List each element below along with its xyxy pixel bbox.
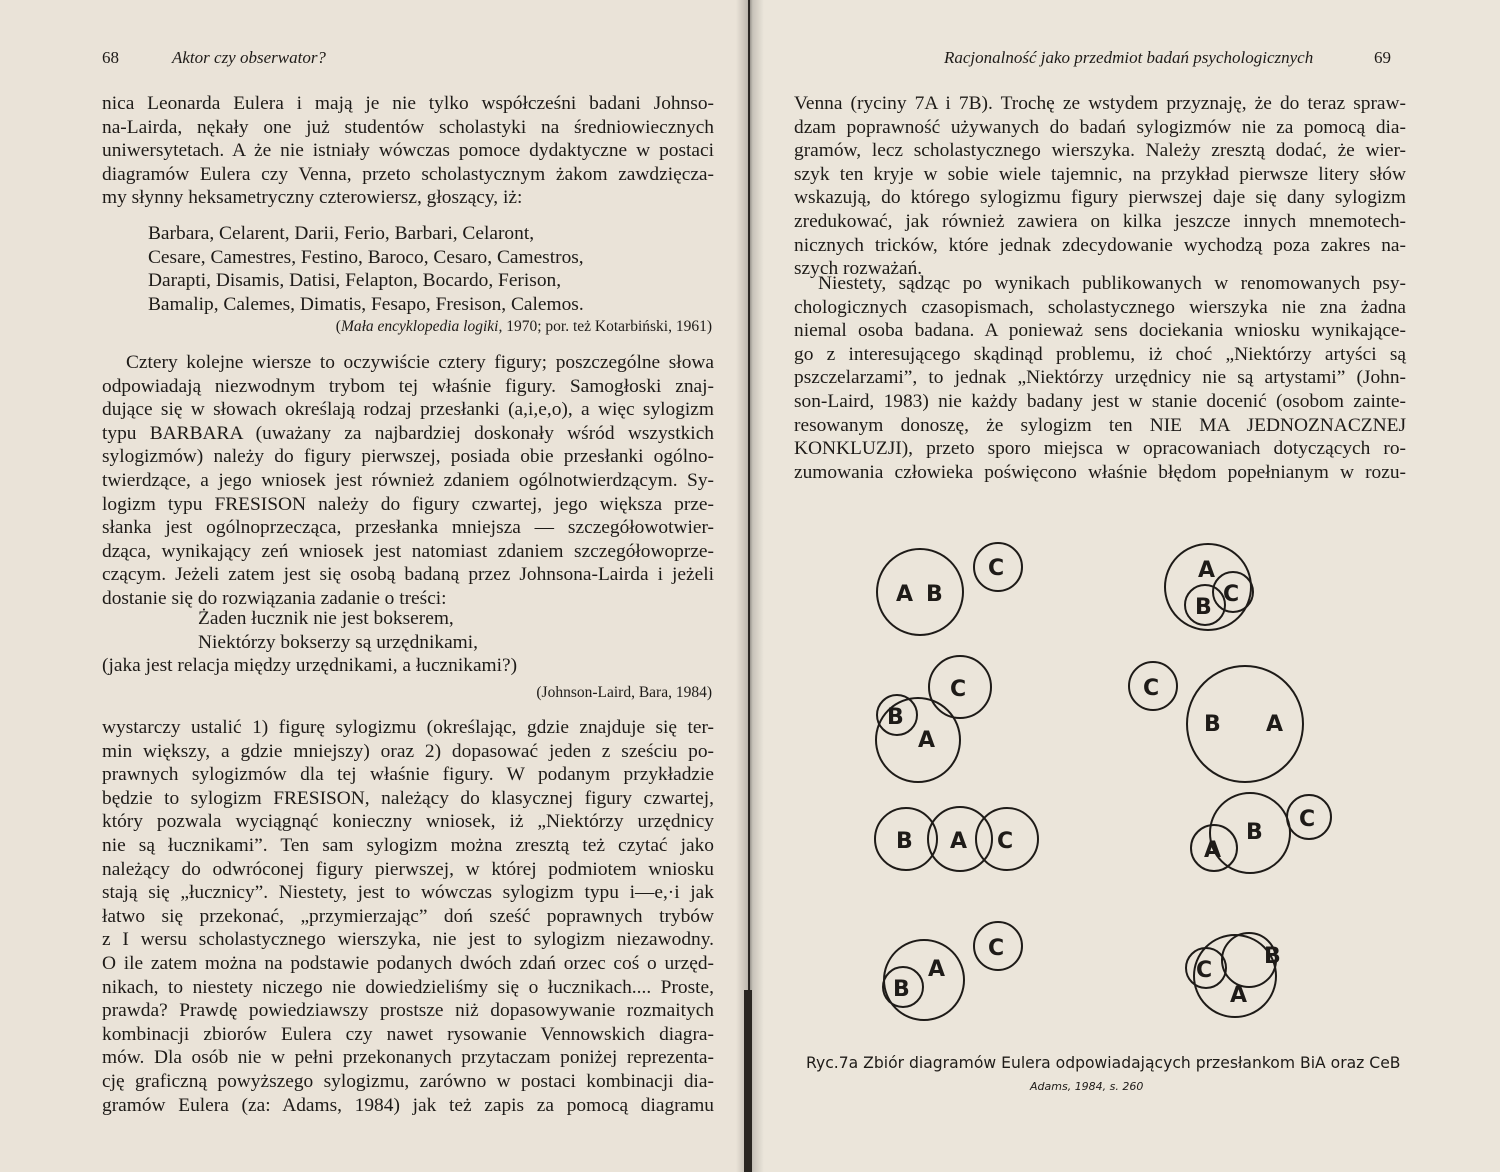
- text-line: nie są łucznikami”. Ten sam sylogizm można zresztą też czytać jako: [102, 834, 714, 856]
- text-line: dząca, wynikający zeń wniosek jest natomiast zdaniem szczegółowoprze-: [102, 540, 714, 562]
- text-line: gramów, lecz scholastycznego wierszyka. Należy zresztą dodać, że wier-: [794, 140, 1406, 162]
- text-line: go z interesującego skądinąd problemu, iż choć „Niektórzy artyści są: [794, 343, 1406, 365]
- text-line: czącym. Jeżeli zatem jest się osobą badaną przez Johnsona-Lairda i jeżeli: [102, 564, 714, 586]
- text-line: prawnych sylogizmów dla tej właśnie figury. W podanym przykładzie: [102, 764, 714, 786]
- right-paragraph-2: [794, 272, 1406, 484]
- text-line: gramów Eulera (za: Adams, 1984) jak też zapis za pomocą diagramu: [102, 1094, 714, 1116]
- text-line: zredukować, jak również zawiera on kilka jeszcze innych mnemotech-: [794, 210, 1406, 232]
- scholastic-verse: [148, 222, 584, 316]
- text-line: stają się „łucznicy”. Niestety, jest to wówczas sylogizm typu i—e,·i jak: [102, 882, 714, 904]
- euler-diagram-figure: [800, 535, 1440, 1025]
- text-line: wystarczy ustalić 1) figurę sylogizmu (określając, gdzie znajduje się ter-: [102, 717, 714, 738]
- diagram-label-b: B: [1195, 595, 1212, 620]
- left-paragraph-3: [102, 716, 714, 1117]
- text-line: Cztery kolejne wiersze to oczywiście cztery figury; poszczególne słowa: [126, 352, 714, 373]
- verse-line: Barbara, Celarent, Darii, Ferio, Barbari, Celaront,: [148, 223, 535, 244]
- diagram-label-a: A: [1230, 983, 1248, 1008]
- premise-line: Żaden łucznik nie jest bokserem,: [198, 608, 454, 629]
- text-line: zumowania człowieka poświęcono właśnie błędom popełnianym w rozu-: [794, 461, 1406, 483]
- verse-line: Cesare, Camestres, Festino, Baroco, Cesaro, Camestros,: [148, 246, 584, 268]
- left-running-head: Aktor czy obserwator?: [172, 48, 326, 67]
- text-line: należący do odwróconej figury pierwszej, w której podmiotem wniosku: [102, 858, 714, 880]
- left-page: [0, 0, 748, 1172]
- question-line: (jaka jest relacja między urzędnikami, a łucznikami?): [102, 655, 518, 677]
- book-spine-edge: [744, 990, 752, 1172]
- text-line: kombinacji zbiorów Eulera czy nawet rysowanie Vennowskich diagra-: [102, 1023, 714, 1045]
- text-line: diagramów Eulera czy Venna, przeto scholastycznym żakom zawdzięcza-: [102, 163, 714, 185]
- text-line: uniwersytetach. A że nie istniały wówczas pomoce dydaktyczne w postaci: [102, 140, 714, 162]
- text-line: pszczelarzami”, to jednak „Niektórzy urzędnicy nie są artystami” (John-: [794, 367, 1406, 389]
- text-line: dujące się w słowach określają rodzaj przesłanki (a,i,e,o), a więc sylogizm: [102, 399, 714, 421]
- premise-line: Niektórzy bokserzy są urzędnikami,: [198, 631, 478, 653]
- text-line: łatwo się przekonać, „przymierzając” doń sześć poprawnych trybów: [102, 905, 714, 927]
- text-line: chologicznych czasopismach, scholastycznego wierszyka nie zna żadna: [794, 296, 1406, 318]
- citation-encyclopedia: (Mała encyklopedia logiki, 1970; por. też Kotarbiński, 1961): [335, 318, 712, 335]
- diagram-label-b: B: [1264, 944, 1281, 969]
- text-line: mów. Dla osób nie w pełni przekonanych przytaczam poniżej reprezenta-: [102, 1047, 714, 1069]
- diagram-label-a: A: [928, 957, 946, 982]
- euler-diagram-svg: [800, 535, 1440, 1025]
- left-paragraph-1: [102, 92, 714, 210]
- text-line: O ile zatem można na podstawie podanych dwóch zdań orzec coś o urzęd-: [102, 952, 714, 974]
- text-line: dostanie się do rozwiązania zadanie o treści:: [102, 587, 447, 609]
- diagram-label-a: A: [1198, 558, 1216, 583]
- text-line: nica Leonarda Eulera i mają je nie tylko współcześni badani Johnso-: [102, 93, 714, 114]
- text-line: z I wersu scholastycznego wierszyka, nie jest to sylogizm niezawodny.: [102, 929, 714, 951]
- diagram-label-c: C: [1143, 676, 1160, 701]
- left-paragraph-2: [102, 351, 714, 611]
- diagram-label-b: B: [1204, 712, 1221, 737]
- diagram-label-c: C: [950, 677, 967, 702]
- diagram-label-b: B: [887, 705, 904, 730]
- text-line: nikach, to niestety niczego nie dowiedzieliśmy się o łucznikach.... Proste,: [102, 976, 714, 998]
- citation-johnson-laird: (Johnson-Laird, Bara, 1984): [536, 684, 712, 701]
- diagram-label-a: A: [1204, 838, 1222, 863]
- verse-line: Darapti, Disamis, Datisi, Felapton, Bocardo, Ferison,: [148, 270, 562, 292]
- diagram-label-c: C: [988, 936, 1005, 961]
- text-line: KONKLUZJI), przeto sporo miejsca w opracowaniach dotyczących ro-: [794, 438, 1406, 460]
- diagram-label-c: C: [1196, 958, 1213, 983]
- text-line: son-Laird, 1983) nie każdy badany jest w stanie docenić (osobom zainte-: [794, 390, 1406, 412]
- text-line: szyk ten kryje w sobie wiele tajemnic, na przykład pierwsze litery słów: [794, 163, 1406, 185]
- text-line: twierdzące, a jego wniosek jest również zdaniem ogólnotwierdzącym. Sy-: [102, 469, 714, 491]
- diagram-label-b: B: [926, 582, 943, 607]
- right-page-number: 69: [1374, 48, 1391, 67]
- diagram-label-a: A: [918, 728, 936, 753]
- verse-line: Bamalip, Calemes, Dimatis, Fesapo, Fresison, Calemos.: [148, 293, 584, 315]
- diagram-label-c: C: [988, 556, 1005, 581]
- text-line: resowanym donoszę, że sylogizm ten NIE MA JEDNOZNACZNEJ: [794, 414, 1406, 436]
- diagram-label-a: A: [1266, 712, 1284, 737]
- diagram-label-c: C: [1299, 807, 1316, 832]
- text-line: szych rozważań.: [794, 258, 923, 280]
- text-line: prawda? Prawdę powiedziawszy prostsze niż dopasowywanie rozmaitych: [102, 1000, 714, 1022]
- diagram-label-b: B: [896, 829, 913, 854]
- text-line: typu BARBARA (uważany za najbardziej doskonały wśród wszystkich: [102, 422, 714, 444]
- text-line: min większy, a gdzie mniejszy) oraz 2) dopasować jeden z sześciu po-: [102, 740, 714, 762]
- text-line: na-Lairda, nękały one już studentów scholastyki na średniowiecznych: [102, 116, 714, 138]
- diagram-label-b: B: [1246, 820, 1263, 845]
- diagram-label-c: C: [1223, 582, 1240, 607]
- diagram-label-a: A: [896, 582, 914, 607]
- syllogism-problem: [102, 607, 714, 678]
- text-line: sylogizmów) należy do figury pierwszej, posiada obie przesłanki ogólno-: [102, 446, 714, 468]
- figure-caption-source: Adams, 1984, s. 260: [1030, 1080, 1144, 1093]
- text-line: słanka jest ogólnoprzecząca, przesłanka mniejsza — szczegółowotwier-: [102, 517, 714, 539]
- figure-caption: Ryc.7a Zbiór diagramów Eulera odpowiadających przesłankom BiA oraz CeB: [806, 1054, 1401, 1072]
- right-paragraph-1: [794, 92, 1406, 281]
- text-line: Niestety, sądząc po wynikach publikowanych w renomowanych psy-: [818, 273, 1406, 294]
- text-line: który pozwala wyciągnąć konieczny wniosek, iż „Niektórzy urzędnicy: [102, 811, 714, 833]
- text-line: Venna (ryciny 7A i 7B). Trochę ze wstydem przyznaję, że do teraz spraw-: [794, 93, 1406, 114]
- text-line: będzie to sylogizm FRESISON, należący do klasycznej figury czwartej,: [102, 787, 714, 809]
- text-line: cję graficzną powyższego sylogizmu, zarówno w postaci kombinacji dia-: [102, 1070, 714, 1092]
- left-page-number: 68: [102, 48, 119, 67]
- diagram-label-a: A: [950, 829, 968, 854]
- text-line: my słynny heksametryczny czterowiersz, głoszący, iż:: [102, 187, 523, 209]
- text-line: niemal osoba badana. A ponieważ sens dociekania wniosku wynikające-: [794, 320, 1406, 342]
- diagram-label-b: B: [893, 977, 910, 1002]
- text-line: odpowiadają niezwodnym trybom tej właśnie figury. Samogłoski znaj-: [102, 375, 714, 397]
- text-line: logizm typu FRESISON należy do figury czwartej, jego większa prze-: [102, 493, 714, 515]
- text-line: nicznych tricków, które jednak zdecydowanie wychodzą poza zakres na-: [794, 234, 1406, 256]
- text-line: dzam poprawność używanych do badań sylogizmów nie za pomocą dia-: [794, 116, 1406, 138]
- right-running-head: Racjonalność jako przedmiot badań psychologicznych: [944, 48, 1314, 67]
- text-line: wskazują, do którego sylogizmu figury pierwszej daje się dany sylogizm: [794, 187, 1406, 209]
- diagram-label-c: C: [997, 829, 1014, 854]
